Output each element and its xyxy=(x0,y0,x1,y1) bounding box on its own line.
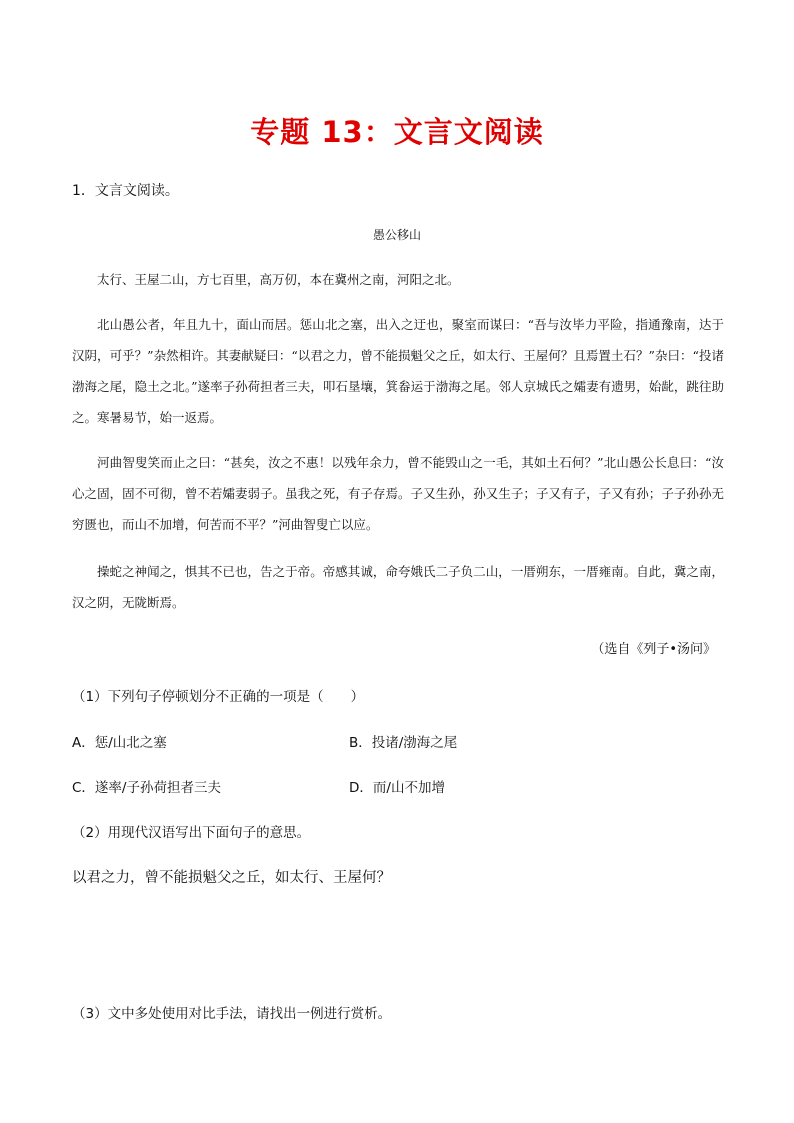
passage-source: （选自《列子•汤问》 xyxy=(591,642,716,657)
option-b[interactable]: B．投诸/渤海之尾 xyxy=(349,735,458,751)
passage-title: 愚公移山 xyxy=(372,228,421,242)
passage-paragraph: 太行、王屋二山，方七百里，高万仞，本在冀州之南，河阳之北。 xyxy=(97,272,460,287)
passage-paragraph: 操蛇之神闻之，惧其不已也，告之于帝。帝感其诚，命夸娥氏二子负二山，一厝朔东，一厝雍南。自此，冀之南，汉之阴，无陇断焉。 xyxy=(72,564,724,610)
question-number: 1．文言文阅读。 xyxy=(72,183,179,199)
sub-question-2: （2）用现代汉语写出下面句子的意思。 xyxy=(72,825,311,841)
sub-question-3: （3）文中多处使用对比手法，请找出一例进行赏析。 xyxy=(72,1006,392,1022)
passage-paragraph: 北山愚公者，年且九十，面山而居。惩山北之塞，出入之迂也，聚室而谋曰：“吾与汝毕力平险，指通豫南，达于汉阴，可乎？”杂然相许。其妻献疑曰：“以君之力，曾不能损魁父之丘，如太行、王屋何？且焉置土石？”杂曰：“投诸渤海之尾，隐土之北。”遂率子孙荷担者三夫，叩石垦壤，箕畚运于渤海之尾。邻人京城氏之孀妻有遗男，始龀，跳往助之。寒暑易节，始一返焉。 xyxy=(72,317,724,425)
option-c[interactable]: C．遂率/子孙荷担者三夫 xyxy=(72,780,221,796)
option-a[interactable]: A．惩/山北之塞 xyxy=(72,735,167,751)
translation-sentence: 以君之力，曾不能损魁父之丘，如太行、王屋何？ xyxy=(72,870,391,886)
option-d[interactable]: D．而/山不加增 xyxy=(349,780,445,796)
sub-question-1: （1）下列句子停顿划分不正确的一项是（ ） xyxy=(72,689,365,705)
passage-paragraph: 河曲智叟笑而止之曰：“甚矣，汝之不惠！以残年余力，曾不能毁山之一毛，其如土石何？”北山愚公长息曰：“汝心之固，固不可彻，曾不若孀妻弱子。虽我之死，有子存焉。子又生孙，孙又生子；子又有子，子又有孙；子子孙孙无穷匮也，而山不加增，何苦而不平？”河曲智叟亡以应。 xyxy=(72,455,724,532)
page-title: 专题 13：文言文阅读 xyxy=(250,115,544,149)
